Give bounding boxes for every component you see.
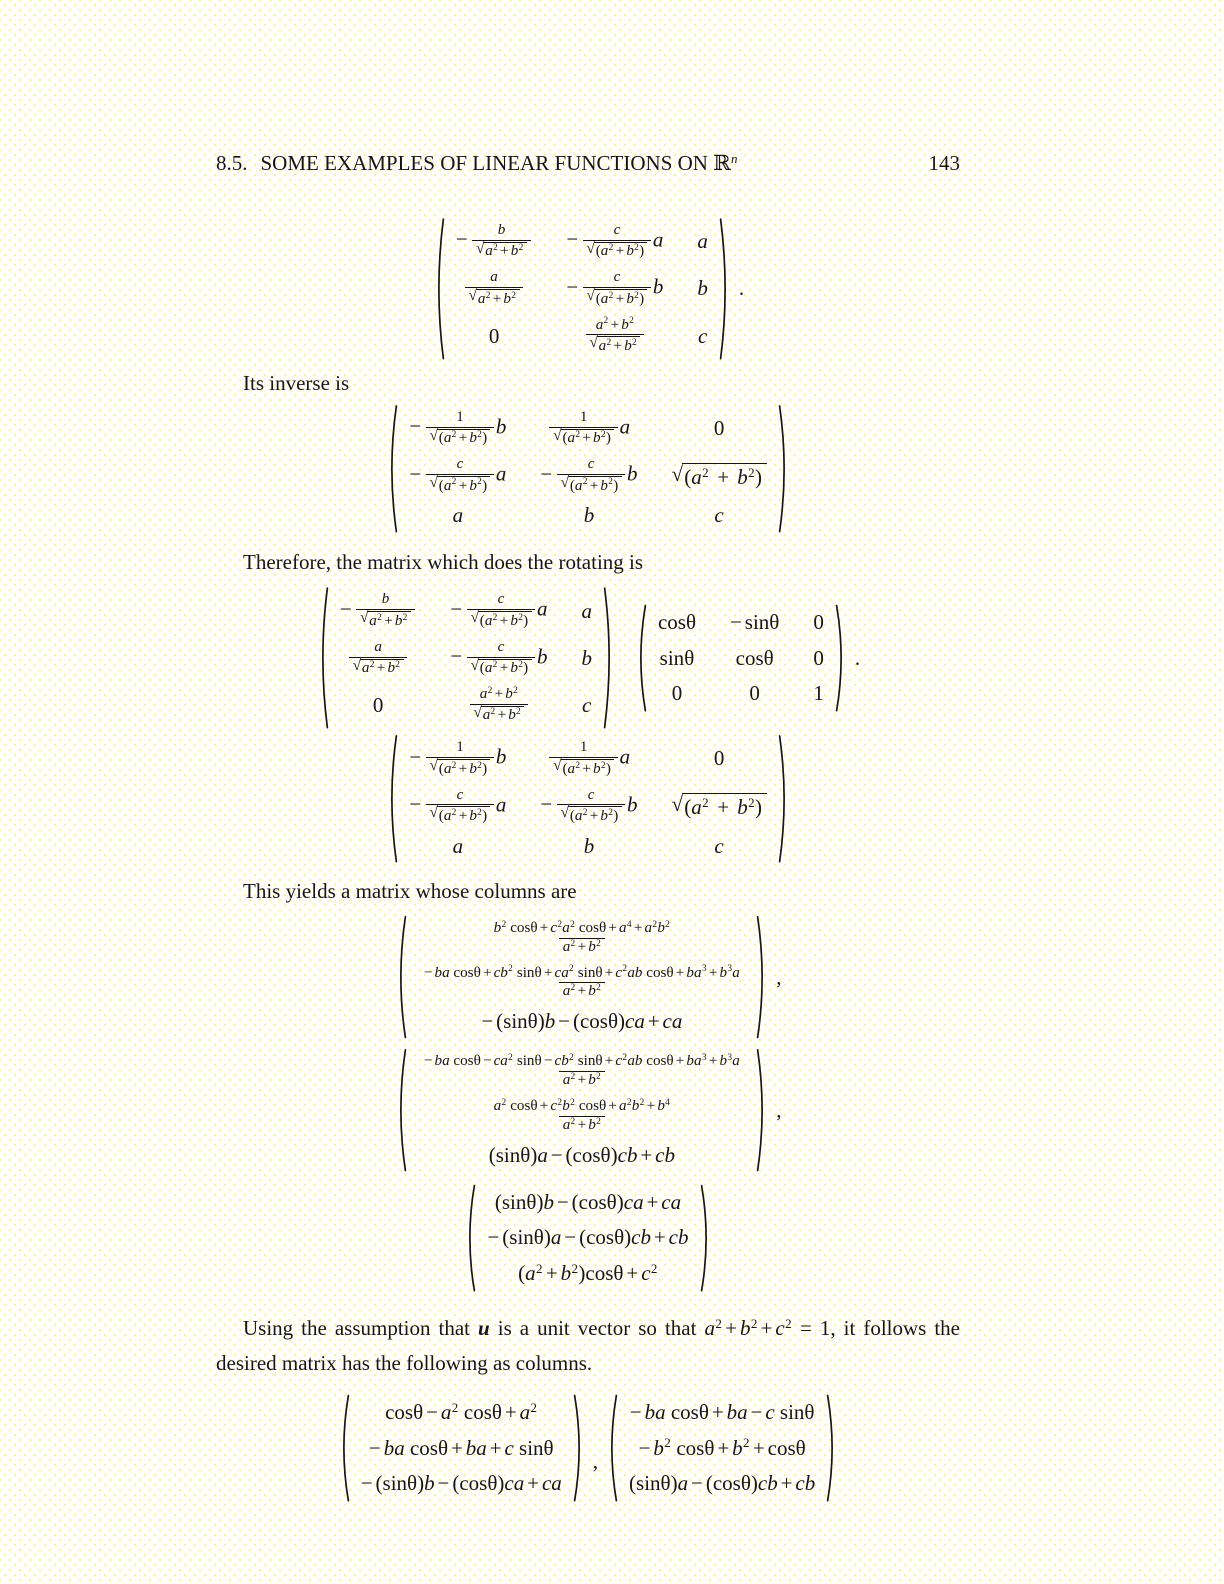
display-matrix-product bbox=[216, 586, 960, 730]
matrix-cell: c bbox=[582, 693, 592, 718]
left-paren-icon bbox=[634, 604, 647, 712]
matrix-grid bbox=[476, 1184, 699, 1292]
matrix-grid bbox=[647, 604, 835, 712]
left-paren-icon bbox=[385, 734, 398, 864]
matrix-cell: b bbox=[583, 833, 595, 858]
matrix-cell: c bbox=[714, 503, 724, 528]
rotating-intro-text: Therefore, the matrix which does the rotating is bbox=[243, 550, 644, 575]
display-inverse-matrix-2 bbox=[216, 734, 960, 864]
matrix-cell: $\cos\theta - a^2$ $\cos\theta + a^2$ bbox=[385, 1399, 538, 1425]
matrix-cell: − c √ $(a^2 + b^2)$ b bbox=[450, 638, 548, 677]
matrix-cell: 0 bbox=[713, 746, 725, 771]
display-matrix-1 bbox=[216, 217, 960, 361]
display-column-vector-2 bbox=[216, 1048, 960, 1172]
matrix-cell: $(a^2 + b^2)\cos\theta + c^2$ bbox=[518, 1260, 658, 1285]
matrix-cell: − (sinθ)b − (cosθ)ca + ca bbox=[481, 1009, 683, 1034]
assumption-line-1: Using the assumption that u is a unit vector so that $a^2 + b^2 + c^2 = 1$, it follows the bbox=[243, 1315, 960, 1340]
matrix-grid bbox=[407, 1048, 756, 1172]
final-vector-1 bbox=[337, 1394, 586, 1502]
matrix-cell: 0 bbox=[813, 645, 824, 670]
matrix-cell: 1 bbox=[813, 681, 824, 706]
matrix-cell: 0 bbox=[488, 323, 500, 348]
display-final-columns bbox=[216, 1394, 960, 1502]
matrix-grid bbox=[329, 586, 603, 730]
product-left-matrix bbox=[316, 586, 616, 730]
matrix-cell: a √ $a^2 + b^2$ bbox=[347, 639, 409, 678]
matrix-cell: 0 bbox=[749, 681, 760, 706]
matrix-cell: $\frac{- ba \cos\theta + cb^2 \sin\theta + ca^2 \sin\theta + c^2ab \cos\theta + ba^3 + b^3a}{a^2 + b^2}$ bbox=[423, 964, 740, 1000]
right-paren-icon bbox=[756, 915, 769, 1039]
left-paren-icon bbox=[432, 217, 445, 361]
matrix-cell: − (sinθ)a − (cosθ)cb + cb bbox=[487, 1225, 689, 1250]
right-paren-icon bbox=[756, 1048, 769, 1172]
matrix-cell: − c √ $(a^2 + b^2)$ a bbox=[450, 591, 548, 629]
matrix-cell: 1 √ $(a^2 + b^2)$ a bbox=[548, 739, 630, 778]
matrix-1 bbox=[432, 217, 744, 361]
matrix-cell: (sinθ)b − (cosθ)ca + ca bbox=[494, 1189, 682, 1214]
left-paren-icon bbox=[463, 1184, 476, 1292]
right-paren-icon bbox=[603, 586, 616, 730]
display-column-vector-3 bbox=[216, 1184, 960, 1292]
section-title: SOME EXAMPLES OF LINEAR FUNCTIONS ON bbox=[260, 151, 708, 175]
matrix-cell: 0 bbox=[713, 415, 725, 440]
assumption-line-2: desired matrix has the following as columns. bbox=[216, 1350, 593, 1375]
running-header bbox=[216, 150, 960, 177]
matrix-cell: cosθ bbox=[735, 645, 774, 670]
matrix-cell: 0 bbox=[813, 610, 824, 635]
left-paren-icon bbox=[605, 1394, 618, 1502]
matrix-cell: √ $(a^2 + b^2)$ bbox=[672, 792, 767, 820]
final-separator: , bbox=[592, 1448, 599, 1473]
matrix-cell: − (sinθ)b − (cosθ)ca + ca bbox=[360, 1470, 562, 1495]
header-title bbox=[216, 150, 738, 177]
right-paren-icon bbox=[700, 1184, 713, 1292]
matrix-cell: − c √ $(a^2 + b^2)$ b bbox=[566, 269, 664, 307]
column-vector-1 bbox=[394, 915, 781, 1039]
left-paren-icon bbox=[394, 1048, 407, 1172]
page-number: 143 bbox=[928, 151, 960, 175]
trailing-punctuation: , bbox=[776, 1097, 782, 1122]
matrix-grid bbox=[398, 734, 777, 864]
matrix-cell: $a^2 + b^2$ √ $a^2 + b^2$ bbox=[468, 686, 530, 725]
matrix-grid bbox=[398, 404, 777, 534]
matrix-cell: √ $(a^2 + b^2)$ bbox=[672, 462, 767, 490]
matrix-cell: a bbox=[697, 229, 708, 254]
matrix-cell: sinθ bbox=[659, 645, 695, 670]
matrix-cell: − 1 √ $(a^2 + b^2)$ b bbox=[409, 739, 507, 777]
left-paren-icon bbox=[394, 915, 407, 1039]
matrix-grid bbox=[407, 915, 756, 1039]
matrix-cell: cosθ bbox=[657, 610, 696, 635]
matrix-cell: − ba cosθ + ba − c sinθ bbox=[629, 1400, 815, 1425]
left-paren-icon bbox=[385, 404, 398, 534]
right-paren-icon bbox=[573, 1394, 586, 1502]
matrix-cell: c bbox=[714, 833, 724, 858]
section-number: 8.5. bbox=[216, 151, 248, 175]
matrix-cell: − c √ $(a^2 + b^2)$ a bbox=[409, 786, 507, 824]
set-symbol: ℝ bbox=[713, 151, 731, 175]
matrix-cell: $a^2 + b^2$ √ $a^2 + b^2$ bbox=[584, 317, 646, 356]
matrix-cell: − b √ $a^2 + b^2$ bbox=[340, 591, 416, 630]
matrix-cell: (sinθ)a − (cosθ)cb + cb bbox=[488, 1142, 675, 1167]
trailing-punctuation: . bbox=[854, 645, 861, 670]
matrix-cell: b bbox=[583, 503, 595, 528]
matrix-cell: − c √ $(a^2 + b^2)$ b bbox=[540, 786, 638, 824]
matrix-cell: − c √ $(a^2 + b^2)$ a bbox=[409, 456, 507, 494]
matrix-cell: $\frac{a^2 \cos\theta + c^2b^2 \cos\theta + a^2b^2 + b^4}{a^2 + b^2}$ bbox=[493, 1097, 670, 1133]
matrix-cell: a bbox=[581, 598, 592, 623]
matrix-grid bbox=[350, 1394, 573, 1502]
right-paren-icon bbox=[778, 404, 791, 534]
assumption-paragraph bbox=[216, 1314, 960, 1378]
matrix-cell: − $b^2$ $\cos\theta + b^2 + \cos\theta$ bbox=[638, 1435, 806, 1460]
matrix-cell: a bbox=[452, 503, 464, 528]
trailing-punctuation: . bbox=[738, 276, 745, 301]
left-paren-icon bbox=[337, 1394, 350, 1502]
right-paren-icon bbox=[778, 734, 791, 864]
matrix-cell: b bbox=[697, 276, 708, 301]
right-paren-icon bbox=[826, 1394, 839, 1502]
matrix-cell: c bbox=[697, 323, 708, 348]
matrix-cell: a bbox=[452, 833, 464, 858]
matrix-cell: b bbox=[581, 645, 592, 670]
matrix-cell: − c √ $(a^2 + b^2)$ b bbox=[540, 456, 638, 494]
trailing-punctuation: , bbox=[776, 964, 782, 989]
matrix-grid bbox=[445, 217, 719, 361]
matrix-cell: − sinθ bbox=[730, 610, 780, 635]
column-vector-3 bbox=[463, 1184, 712, 1292]
column-vector-2 bbox=[394, 1048, 781, 1172]
matrix-cell: 0 bbox=[671, 681, 683, 706]
matrix-cell: $\frac{b^2 \cos\theta + c^2a^2 \cos\theta + a^4 + a^2b^2}{a^2 + b^2}$ bbox=[493, 919, 670, 955]
final-vector-2 bbox=[605, 1394, 839, 1502]
display-inverse-matrix bbox=[216, 404, 960, 534]
matrix-cell: $\frac{- ba \cos\theta - ca^2 \sin\theta - cb^2 \sin\theta + c^2ab \cos\theta + ba^3 + b^3a}{a^2 + b^2}$ bbox=[423, 1053, 740, 1089]
columns-intro-text: This yields a matrix whose columns are bbox=[243, 878, 577, 903]
matrix-cell: a √ $a^2 + b^2$ bbox=[463, 269, 525, 308]
inverse-intro-text: Its inverse is bbox=[243, 370, 350, 395]
rotation-matrix bbox=[634, 604, 860, 712]
matrix-cell: − b √ $a^2 + b^2$ bbox=[456, 222, 532, 261]
right-paren-icon bbox=[835, 604, 848, 712]
matrix-cell: (sinθ)a − (cosθ)cb + cb bbox=[629, 1470, 816, 1495]
matrix-cell: 1 √ $(a^2 + b^2)$ a bbox=[548, 409, 630, 448]
set-superscript: n bbox=[731, 150, 738, 166]
inverse-matrix bbox=[385, 404, 790, 534]
matrix-cell: − c √ $(a^2 + b^2)$ a bbox=[566, 222, 664, 260]
right-paren-icon bbox=[719, 217, 732, 361]
matrix-grid bbox=[618, 1394, 826, 1502]
matrix-cell: 0 bbox=[372, 693, 384, 718]
display-column-vector-1 bbox=[216, 915, 960, 1039]
inverse-matrix-repeat bbox=[385, 734, 790, 864]
matrix-cell: − 1 √ $(a^2 + b^2)$ b bbox=[409, 408, 507, 447]
left-paren-icon bbox=[316, 586, 329, 730]
matrix-cell: − ba cosθ + ba + c sinθ bbox=[368, 1435, 554, 1460]
